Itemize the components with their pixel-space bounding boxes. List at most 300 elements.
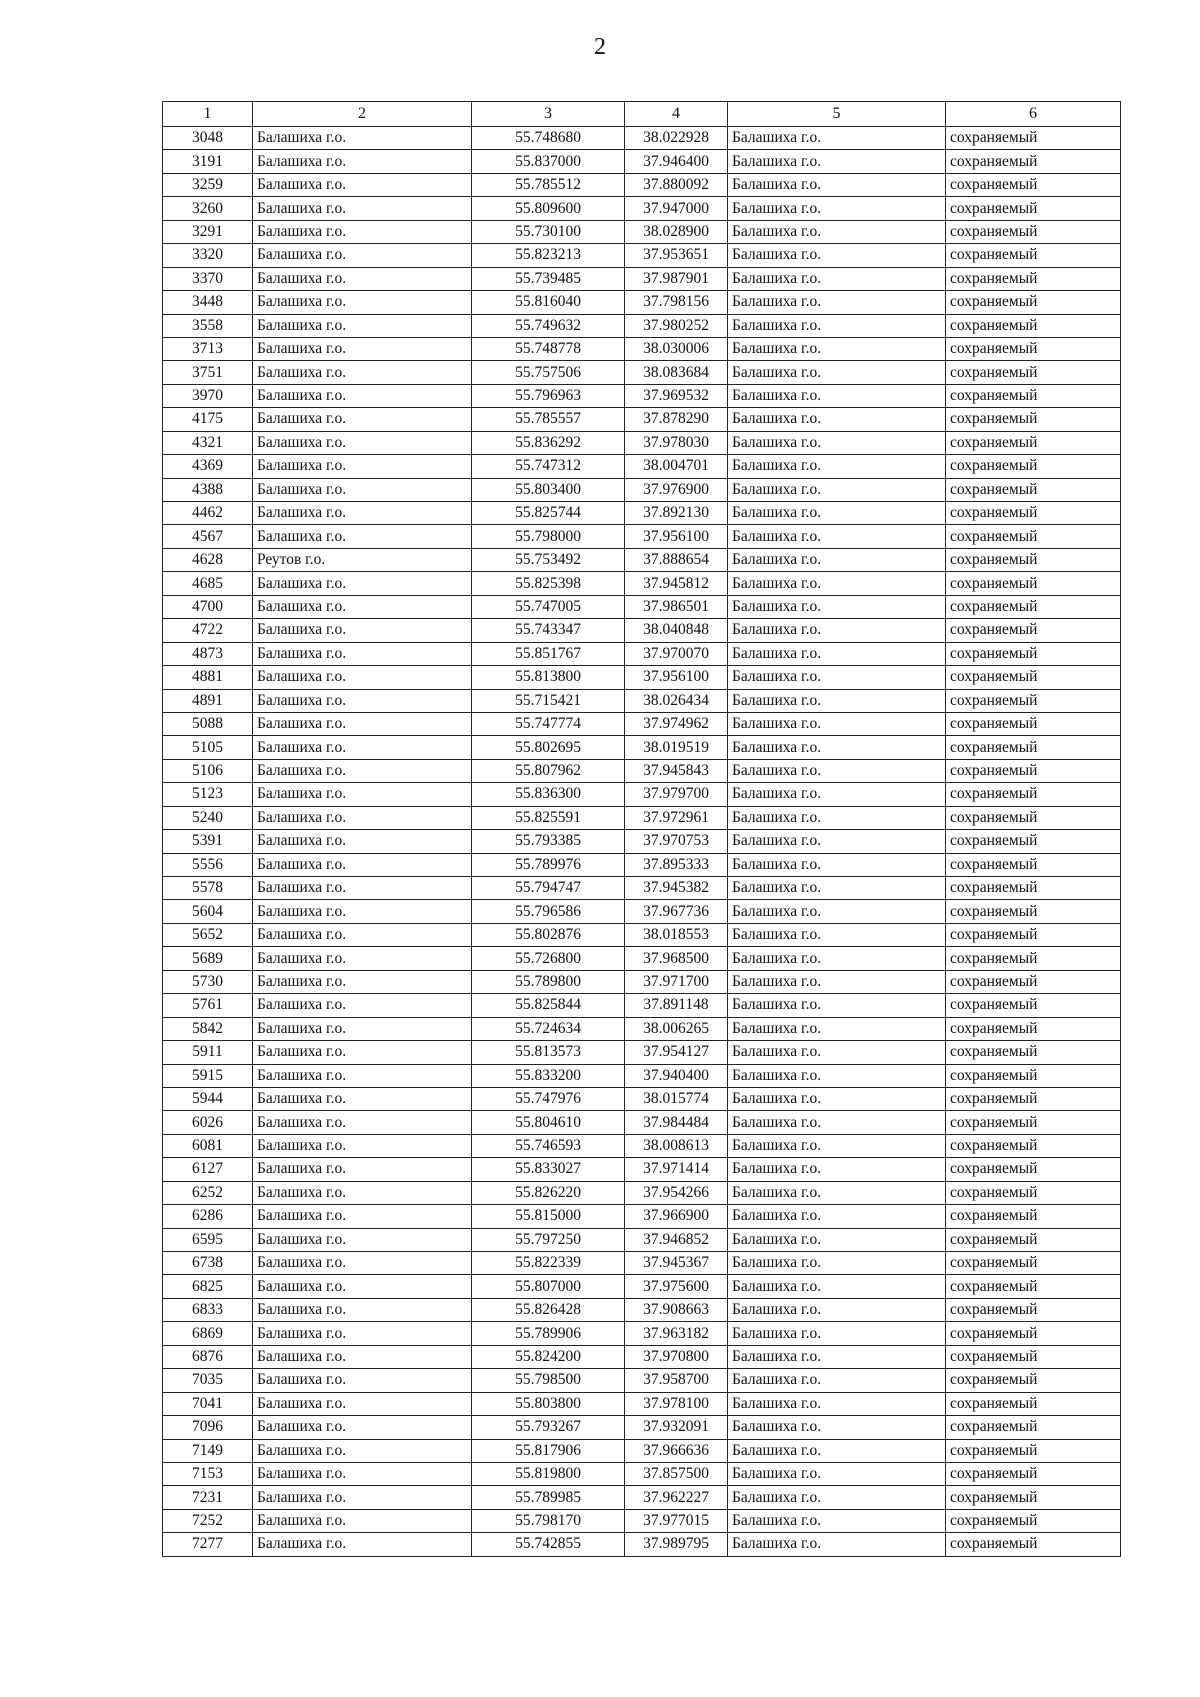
longitude-cell: 37.971700 [625,970,728,993]
district-cell: Балашиха г.о. [253,853,472,876]
longitude-cell: 37.962227 [625,1486,728,1509]
latitude-cell: 55.747312 [472,455,625,478]
table-row [163,1158,1121,1181]
municipality-cell: Балашиха г.о. [728,1439,946,1462]
latitude-cell: 55.742855 [472,1533,625,1556]
row-id-cell: 3191 [163,150,253,173]
row-id-cell: 3370 [163,267,253,290]
longitude-cell: 37.946400 [625,150,728,173]
longitude-cell: 37.956100 [625,525,728,548]
column-header: 4 [625,102,728,127]
latitude-cell: 55.747976 [472,1087,625,1110]
status-cell: сохраняемый [946,759,1121,782]
longitude-cell: 37.989795 [625,1533,728,1556]
longitude-cell: 38.018553 [625,923,728,946]
longitude-cell: 37.968500 [625,947,728,970]
latitude-cell: 55.826220 [472,1181,625,1204]
table-row [163,1017,1121,1040]
column-header: 3 [472,102,625,127]
status-cell: сохраняемый [946,314,1121,337]
district-cell: Балашиха г.о. [253,408,472,431]
municipality-cell: Балашиха г.о. [728,619,946,642]
municipality-cell: Балашиха г.о. [728,806,946,829]
district-cell: Балашиха г.о. [253,244,472,267]
row-id-cell: 5123 [163,783,253,806]
row-id-cell: 6026 [163,1111,253,1134]
row-id-cell: 4873 [163,642,253,665]
municipality-cell: Балашиха г.о. [728,244,946,267]
row-id-cell: 3260 [163,197,253,220]
municipality-cell: Балашиха г.о. [728,502,946,525]
table-row [163,548,1121,571]
district-cell: Балашиха г.о. [253,502,472,525]
status-cell: сохраняемый [946,1158,1121,1181]
district-cell: Балашиха г.о. [253,1087,472,1110]
row-id-cell: 5689 [163,947,253,970]
longitude-cell: 37.984484 [625,1111,728,1134]
district-cell: Балашиха г.о. [253,1416,472,1439]
municipality-cell: Балашиха г.о. [728,220,946,243]
longitude-cell: 37.969532 [625,384,728,407]
status-cell: сохраняемый [946,1252,1121,1275]
row-id-cell: 5240 [163,806,253,829]
municipality-cell: Балашиха г.о. [728,150,946,173]
page-number: 2 [594,34,606,60]
district-cell: Балашиха г.о. [253,1486,472,1509]
district-cell: Балашиха г.о. [253,291,472,314]
row-id-cell: 5911 [163,1041,253,1064]
row-id-cell: 3751 [163,361,253,384]
status-cell: сохраняемый [946,244,1121,267]
row-id-cell: 4881 [163,666,253,689]
table-row [163,1205,1121,1228]
municipality-cell: Балашиха г.о. [728,759,946,782]
latitude-cell: 55.793267 [472,1416,625,1439]
table-row [163,1462,1121,1485]
row-id-cell: 3558 [163,314,253,337]
row-id-cell: 5761 [163,994,253,1017]
table-row [163,408,1121,431]
longitude-cell: 38.028900 [625,220,728,243]
status-cell: сохраняемый [946,970,1121,993]
status-cell: сохраняемый [946,712,1121,735]
column-header: 1 [163,102,253,127]
municipality-cell: Балашиха г.о. [728,361,946,384]
district-cell: Балашиха г.о. [253,806,472,829]
district-cell: Балашиха г.о. [253,994,472,1017]
longitude-cell: 38.006265 [625,1017,728,1040]
latitude-cell: 55.823213 [472,244,625,267]
latitude-cell: 55.802695 [472,736,625,759]
municipality-cell: Балашиха г.о. [728,1111,946,1134]
status-cell: сохраняемый [946,1298,1121,1321]
longitude-cell: 37.987901 [625,267,728,290]
municipality-cell: Балашиха г.о. [728,1509,946,1532]
municipality-cell: Балашиха г.о. [728,1462,946,1485]
longitude-cell: 37.980252 [625,314,728,337]
row-id-cell: 6127 [163,1158,253,1181]
district-cell: Балашиха г.о. [253,1322,472,1345]
latitude-cell: 55.798500 [472,1369,625,1392]
municipality-cell: Балашиха г.о. [728,314,946,337]
row-id-cell: 7096 [163,1416,253,1439]
longitude-cell: 37.945812 [625,572,728,595]
row-id-cell: 7277 [163,1533,253,1556]
latitude-cell: 55.749632 [472,314,625,337]
longitude-cell: 37.953651 [625,244,728,267]
municipality-cell: Балашиха г.о. [728,1181,946,1204]
column-header: 6 [946,102,1121,127]
table-row [163,970,1121,993]
row-id-cell: 5652 [163,923,253,946]
longitude-cell: 37.979700 [625,783,728,806]
status-cell: сохраняемый [946,1087,1121,1110]
row-id-cell: 3713 [163,337,253,360]
status-cell: сохраняемый [946,1439,1121,1462]
table-row [163,337,1121,360]
table-row [163,806,1121,829]
row-id-cell: 4567 [163,525,253,548]
status-cell: сохраняемый [946,1416,1121,1439]
latitude-cell: 55.726800 [472,947,625,970]
table-row [163,244,1121,267]
district-cell: Балашиха г.о. [253,759,472,782]
latitude-cell: 55.748778 [472,337,625,360]
row-id-cell: 3048 [163,127,253,150]
row-id-cell: 7035 [163,1369,253,1392]
table-row [163,525,1121,548]
district-cell: Балашиха г.о. [253,642,472,665]
district-cell: Балашиха г.о. [253,1064,472,1087]
district-cell: Балашиха г.о. [253,572,472,595]
table-row [163,1228,1121,1251]
latitude-cell: 55.757506 [472,361,625,384]
municipality-cell: Балашиха г.о. [728,1064,946,1087]
latitude-cell: 55.813800 [472,666,625,689]
municipality-cell: Балашиха г.о. [728,1416,946,1439]
table-row [163,1322,1121,1345]
column-header: 2 [253,102,472,127]
status-cell: сохраняемый [946,384,1121,407]
municipality-cell: Балашиха г.о. [728,877,946,900]
district-cell: Балашиха г.о. [253,712,472,735]
longitude-cell: 38.022928 [625,127,728,150]
row-id-cell: 4175 [163,408,253,431]
row-id-cell: 3320 [163,244,253,267]
municipality-cell: Балашиха г.о. [728,1134,946,1157]
status-cell: сохраняемый [946,150,1121,173]
status-cell: сохраняемый [946,1322,1121,1345]
latitude-cell: 55.825744 [472,502,625,525]
table-row [163,1181,1121,1204]
status-cell: сохраняемый [946,595,1121,618]
municipality-cell: Балашиха г.о. [728,666,946,689]
status-cell: сохраняемый [946,337,1121,360]
latitude-cell: 55.825844 [472,994,625,1017]
municipality-cell: Балашиха г.о. [728,525,946,548]
municipality-cell: Балашиха г.о. [728,783,946,806]
municipality-cell: Балашиха г.о. [728,384,946,407]
longitude-cell: 38.008613 [625,1134,728,1157]
table-row [163,455,1121,478]
district-cell: Балашиха г.о. [253,923,472,946]
table-row [163,1087,1121,1110]
status-cell: сохраняемый [946,806,1121,829]
longitude-cell: 38.004701 [625,455,728,478]
longitude-cell: 37.974962 [625,712,728,735]
district-cell: Балашиха г.о. [253,197,472,220]
longitude-cell: 37.978100 [625,1392,728,1415]
district-cell: Балашиха г.о. [253,1205,472,1228]
status-cell: сохраняемый [946,1486,1121,1509]
latitude-cell: 55.789800 [472,970,625,993]
longitude-cell: 38.019519 [625,736,728,759]
municipality-cell: Балашиха г.о. [728,291,946,314]
latitude-cell: 55.807962 [472,759,625,782]
municipality-cell: Балашиха г.о. [728,431,946,454]
latitude-cell: 55.833027 [472,1158,625,1181]
municipality-cell: Балашиха г.о. [728,548,946,571]
row-id-cell: 5604 [163,900,253,923]
district-cell: Балашиха г.о. [253,830,472,853]
district-cell: Балашиха г.о. [253,970,472,993]
latitude-cell: 55.748680 [472,127,625,150]
row-id-cell: 5730 [163,970,253,993]
longitude-cell: 37.895333 [625,853,728,876]
table-row [163,1439,1121,1462]
latitude-cell: 55.819800 [472,1462,625,1485]
longitude-cell: 37.880092 [625,173,728,196]
district-cell: Балашиха г.о. [253,173,472,196]
latitude-cell: 55.813573 [472,1041,625,1064]
row-id-cell: 5578 [163,877,253,900]
municipality-cell: Балашиха г.о. [728,1228,946,1251]
longitude-cell: 37.945843 [625,759,728,782]
latitude-cell: 55.803400 [472,478,625,501]
latitude-cell: 55.724634 [472,1017,625,1040]
municipality-cell: Балашиха г.о. [728,1275,946,1298]
district-cell: Балашиха г.о. [253,1134,472,1157]
table-row [163,291,1121,314]
longitude-cell: 37.954127 [625,1041,728,1064]
latitude-cell: 55.789985 [472,1486,625,1509]
status-cell: сохраняемый [946,853,1121,876]
longitude-cell: 37.932091 [625,1416,728,1439]
municipality-cell: Балашиха г.о. [728,736,946,759]
table-row [163,127,1121,150]
row-id-cell: 4321 [163,431,253,454]
column-header: 5 [728,102,946,127]
municipality-cell: Балашиха г.о. [728,197,946,220]
longitude-cell: 37.798156 [625,291,728,314]
table-row [163,994,1121,1017]
row-id-cell: 4369 [163,455,253,478]
status-cell: сохраняемый [946,947,1121,970]
district-cell: Балашиха г.о. [253,1017,472,1040]
status-cell: сохраняемый [946,1462,1121,1485]
municipality-cell: Балашиха г.о. [728,970,946,993]
status-cell: сохраняемый [946,502,1121,525]
district-cell: Балашиха г.о. [253,1181,472,1204]
table-row [163,712,1121,735]
status-cell: сохраняемый [946,197,1121,220]
status-cell: сохраняемый [946,877,1121,900]
longitude-cell: 37.958700 [625,1369,728,1392]
municipality-cell: Балашиха г.о. [728,1252,946,1275]
district-cell: Балашиха г.о. [253,619,472,642]
municipality-cell: Балашиха г.о. [728,712,946,735]
row-id-cell: 3448 [163,291,253,314]
district-cell: Балашиха г.о. [253,337,472,360]
row-id-cell: 5842 [163,1017,253,1040]
table-row [163,1345,1121,1368]
district-cell: Балашиха г.о. [253,689,472,712]
row-id-cell: 4388 [163,478,253,501]
status-cell: сохраняемый [946,478,1121,501]
district-cell: Балашиха г.о. [253,1392,472,1415]
status-cell: сохраняемый [946,455,1121,478]
status-cell: сохраняемый [946,291,1121,314]
table-row [163,900,1121,923]
row-id-cell: 7252 [163,1509,253,1532]
row-id-cell: 6833 [163,1298,253,1321]
district-cell: Балашиха г.о. [253,1462,472,1485]
longitude-cell: 37.972961 [625,806,728,829]
latitude-cell: 55.837000 [472,150,625,173]
municipality-cell: Балашиха г.о. [728,1017,946,1040]
row-id-cell: 5391 [163,830,253,853]
status-cell: сохраняемый [946,1509,1121,1532]
row-id-cell: 7231 [163,1486,253,1509]
table-row [163,267,1121,290]
municipality-cell: Балашиха г.о. [728,830,946,853]
status-cell: сохраняемый [946,361,1121,384]
data-table [162,101,1121,1557]
longitude-cell: 37.970753 [625,830,728,853]
district-cell: Балашиха г.о. [253,1158,472,1181]
row-id-cell: 6738 [163,1252,253,1275]
municipality-cell: Балашиха г.о. [728,1345,946,1368]
status-cell: сохраняемый [946,830,1121,853]
row-id-cell: 3291 [163,220,253,243]
status-cell: сохраняемый [946,900,1121,923]
district-cell: Балашиха г.о. [253,1533,472,1556]
municipality-cell: Балашиха г.о. [728,572,946,595]
status-cell: сохраняемый [946,923,1121,946]
municipality-cell: Балашиха г.о. [728,1533,946,1556]
district-cell: Балашиха г.о. [253,1041,472,1064]
municipality-cell: Балашиха г.о. [728,1322,946,1345]
table-row [163,478,1121,501]
longitude-cell: 37.954266 [625,1181,728,1204]
table-row [163,783,1121,806]
row-id-cell: 3970 [163,384,253,407]
table-body [163,127,1121,1557]
latitude-cell: 55.798000 [472,525,625,548]
table-row [163,220,1121,243]
row-id-cell: 4722 [163,619,253,642]
table-row [163,1275,1121,1298]
latitude-cell: 55.824200 [472,1345,625,1368]
status-cell: сохраняемый [946,642,1121,665]
longitude-cell: 37.970070 [625,642,728,665]
header-row [163,102,1121,127]
longitude-cell: 37.978030 [625,431,728,454]
row-id-cell: 6825 [163,1275,253,1298]
longitude-cell: 37.966636 [625,1439,728,1462]
district-cell: Балашиха г.о. [253,478,472,501]
district-cell: Балашиха г.о. [253,150,472,173]
latitude-cell: 55.715421 [472,689,625,712]
district-cell: Балашиха г.о. [253,127,472,150]
latitude-cell: 55.789976 [472,853,625,876]
latitude-cell: 55.807000 [472,1275,625,1298]
table-row [163,1134,1121,1157]
row-id-cell: 4462 [163,502,253,525]
municipality-cell: Балашиха г.о. [728,1205,946,1228]
status-cell: сохраняемый [946,1181,1121,1204]
row-id-cell: 6869 [163,1322,253,1345]
table-row [163,642,1121,665]
longitude-cell: 37.966900 [625,1205,728,1228]
district-cell: Балашиха г.о. [253,1275,472,1298]
row-id-cell: 5088 [163,712,253,735]
table-row [163,619,1121,642]
status-cell: сохраняемый [946,1017,1121,1040]
status-cell: сохраняемый [946,572,1121,595]
table-row [163,431,1121,454]
table-row [163,1064,1121,1087]
table-row [163,197,1121,220]
table-row [163,1111,1121,1134]
table-row [163,502,1121,525]
row-id-cell: 5944 [163,1087,253,1110]
district-cell: Балашиха г.о. [253,1228,472,1251]
district-cell: Балашиха г.о. [253,455,472,478]
district-cell: Балашиха г.о. [253,1252,472,1275]
table-row [163,595,1121,618]
latitude-cell: 55.804610 [472,1111,625,1134]
table-row [163,830,1121,853]
longitude-cell: 37.986501 [625,595,728,618]
latitude-cell: 55.798170 [472,1509,625,1532]
longitude-cell: 37.857500 [625,1462,728,1485]
longitude-cell: 37.945367 [625,1252,728,1275]
status-cell: сохраняемый [946,1392,1121,1415]
latitude-cell: 55.816040 [472,291,625,314]
table-row [163,1298,1121,1321]
table-row [163,150,1121,173]
latitude-cell: 55.793385 [472,830,625,853]
latitude-cell: 55.809600 [472,197,625,220]
status-cell: сохраняемый [946,127,1121,150]
district-cell: Балашиха г.о. [253,525,472,548]
status-cell: сохраняемый [946,1345,1121,1368]
table-row [163,1369,1121,1392]
row-id-cell: 4891 [163,689,253,712]
municipality-cell: Балашиха г.о. [728,408,946,431]
row-id-cell: 4700 [163,595,253,618]
latitude-cell: 55.833200 [472,1064,625,1087]
table-row [163,361,1121,384]
row-id-cell: 4628 [163,548,253,571]
municipality-cell: Балашиха г.о. [728,853,946,876]
table-row [163,759,1121,782]
longitude-cell: 37.945382 [625,877,728,900]
district-cell: Балашиха г.о. [253,1439,472,1462]
latitude-cell: 55.785557 [472,408,625,431]
longitude-cell: 38.015774 [625,1087,728,1110]
